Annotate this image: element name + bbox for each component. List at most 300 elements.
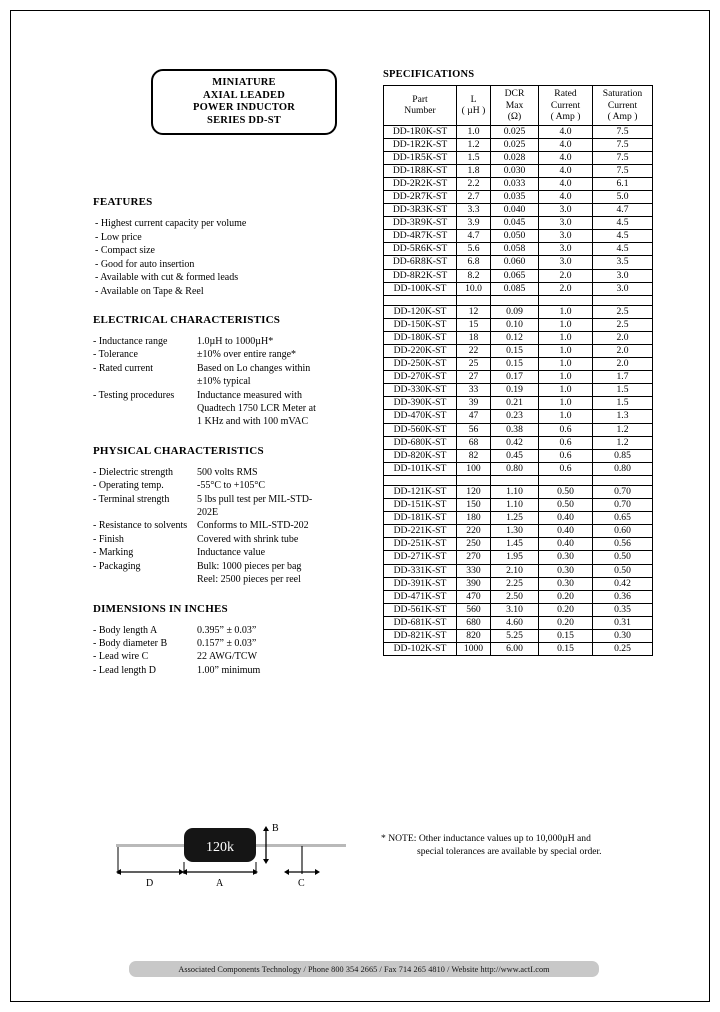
table-cell: 100 xyxy=(457,462,491,475)
row-key: - Finish xyxy=(93,533,124,545)
row-value: Conforms to MIL-STD-202 xyxy=(197,520,309,532)
table-cell: 10.0 xyxy=(457,282,491,295)
table-row xyxy=(93,637,363,650)
table-cell: DD-6R8K-ST xyxy=(384,256,457,269)
table-cell: DD-250K-ST xyxy=(384,358,457,371)
table-cell: 25 xyxy=(457,358,491,371)
table-cell: 0.25 xyxy=(593,643,653,656)
table-row xyxy=(384,358,653,371)
table-cell: 0.065 xyxy=(491,269,539,282)
table-row xyxy=(93,335,363,348)
table-row xyxy=(93,506,363,519)
table-cell: 2.0 xyxy=(593,345,653,358)
table-cell: 0.36 xyxy=(593,590,653,603)
row-value: Inductance value xyxy=(197,547,266,559)
physical-heading: PHYSICAL CHARACTERISTICS xyxy=(93,444,264,457)
dim-c-arrow-right xyxy=(315,869,320,875)
table-cell: 0.45 xyxy=(491,449,539,462)
table-row xyxy=(384,230,653,243)
row-key: - Packaging xyxy=(93,560,141,572)
dim-c-label: C xyxy=(298,878,305,886)
table-row xyxy=(93,533,363,546)
table-row xyxy=(384,499,653,512)
table-cell: 0.033 xyxy=(491,177,539,190)
row-key: - Terminal strength xyxy=(93,493,170,505)
table-cell: 2.0 xyxy=(593,331,653,344)
column-header-part-number: Part Number xyxy=(384,86,457,126)
row-key xyxy=(93,402,197,415)
table-cell: 0.045 xyxy=(491,217,539,230)
table-row xyxy=(384,371,653,384)
table-cell: 0.85 xyxy=(593,449,653,462)
table-cell: 47 xyxy=(457,410,491,423)
table-row xyxy=(384,217,653,230)
row-value: Bulk: 1000 pieces per bag xyxy=(197,560,302,572)
table-cell: 33 xyxy=(457,384,491,397)
table-cell: 1.30 xyxy=(491,525,539,538)
dim-b-arrow-up xyxy=(263,826,269,831)
table-row xyxy=(384,590,653,603)
dim-b-arrow-down xyxy=(263,859,269,864)
table-cell: 2.50 xyxy=(491,590,539,603)
physical-table xyxy=(93,466,363,587)
row-value: 1 KHz and with 100 mVAC xyxy=(197,416,309,428)
table-cell: 3.5 xyxy=(593,256,653,269)
table-cell: 1.25 xyxy=(491,512,539,525)
table-row xyxy=(384,345,653,358)
table-cell: 12 xyxy=(457,305,491,318)
table-row xyxy=(384,462,653,475)
table-cell: 2.2 xyxy=(457,177,491,190)
table-cell: 2.0 xyxy=(539,282,593,295)
table-cell: 1.0 xyxy=(539,371,593,384)
table-cell: 4.0 xyxy=(539,151,593,164)
table-row xyxy=(384,190,653,203)
row-key xyxy=(93,573,197,586)
row-value: 5 lbs pull test per MIL-STD- xyxy=(197,493,313,505)
row-key: - Resistance to solvents xyxy=(93,520,188,532)
table-cell: 390 xyxy=(457,577,491,590)
table-cell: 330 xyxy=(457,564,491,577)
list-item: - Low price xyxy=(95,231,142,243)
row-key: - Inductance range xyxy=(93,336,168,347)
table-row xyxy=(384,410,653,423)
table-cell: 1.5 xyxy=(593,397,653,410)
table-cell: 8.2 xyxy=(457,269,491,282)
table-row xyxy=(384,151,653,164)
row-value: ±10% typical xyxy=(197,376,251,388)
table-cell: 0.40 xyxy=(539,525,593,538)
table-cell: 1.8 xyxy=(457,164,491,177)
table-cell: 22 xyxy=(457,345,491,358)
table-cell: DD-2R7K-ST xyxy=(384,190,457,203)
table-cell: 1.0 xyxy=(539,358,593,371)
table-row xyxy=(384,397,653,410)
table-cell: 2.5 xyxy=(593,318,653,331)
table-cell: 1.3 xyxy=(593,410,653,423)
table-row xyxy=(93,389,363,402)
table-cell: 0.6 xyxy=(539,462,593,475)
table-row xyxy=(93,493,363,506)
list-item: - Good for auto insertion xyxy=(95,258,195,270)
table-cell: 0.50 xyxy=(593,564,653,577)
table-cell: 1.0 xyxy=(539,384,593,397)
table-cell: DD-3R3K-ST xyxy=(384,204,457,217)
table-cell: 2.7 xyxy=(457,190,491,203)
table-cell: 0.40 xyxy=(539,512,593,525)
table-cell: 0.15 xyxy=(539,629,593,642)
table-cell: 27 xyxy=(457,371,491,384)
table-cell: DD-8R2K-ST xyxy=(384,269,457,282)
table-cell: 0.80 xyxy=(593,462,653,475)
table-row xyxy=(93,650,363,663)
table-row xyxy=(384,384,653,397)
table-row xyxy=(384,331,653,344)
table-cell: 0.42 xyxy=(491,436,539,449)
table-cell: 3.9 xyxy=(457,217,491,230)
table-cell: DD-220K-ST xyxy=(384,345,457,358)
table-cell: 560 xyxy=(457,603,491,616)
gap-cell xyxy=(491,475,539,485)
table-cell: 0.6 xyxy=(539,423,593,436)
table-cell: DD-251K-ST xyxy=(384,538,457,551)
table-cell: DD-3R9K-ST xyxy=(384,217,457,230)
table-cell: 0.31 xyxy=(593,616,653,629)
footer-text: Associated Components Technology / Phone 800 354 2665 / Fax 714 265 4810 / Website http://www.actI.com xyxy=(178,964,550,974)
inductor-diagram-svg xyxy=(106,816,356,886)
table-cell: 1.0 xyxy=(539,331,593,344)
table-cell: DD-2R2K-ST xyxy=(384,177,457,190)
row-value: Reel: 2500 pieces per reel xyxy=(197,574,301,586)
table-cell: 7.5 xyxy=(593,164,653,177)
table-cell: 0.6 xyxy=(539,436,593,449)
table-cell: 18 xyxy=(457,331,491,344)
row-key xyxy=(93,506,197,519)
list-item: - Compact size xyxy=(95,245,155,256)
table-cell: DD-150K-ST xyxy=(384,318,457,331)
table-row xyxy=(384,164,653,177)
table-cell: 1.10 xyxy=(491,485,539,498)
table-cell: 0.30 xyxy=(539,551,593,564)
table-cell: 0.70 xyxy=(593,485,653,498)
table-row xyxy=(93,479,363,492)
table-cell: DD-4R7K-ST xyxy=(384,230,457,243)
table-cell: 2.10 xyxy=(491,564,539,577)
table-row xyxy=(384,423,653,436)
table-cell: 0.56 xyxy=(593,538,653,551)
row-value: 0.157” ± 0.03” xyxy=(197,637,257,649)
table-cell: 68 xyxy=(457,436,491,449)
table-cell: 5.6 xyxy=(457,243,491,256)
title-line-2: AXIAL LEADED xyxy=(202,89,286,101)
table-cell: 0.15 xyxy=(539,643,593,656)
table-cell: 3.0 xyxy=(593,282,653,295)
table-cell: 680 xyxy=(457,616,491,629)
table-row xyxy=(384,305,653,318)
table-cell: DD-1R5K-ST xyxy=(384,151,457,164)
table-cell: 1.2 xyxy=(593,436,653,449)
table-cell: DD-270K-ST xyxy=(384,371,457,384)
table-cell: 4.0 xyxy=(539,125,593,138)
table-cell: 0.23 xyxy=(491,410,539,423)
table-cell: 0.060 xyxy=(491,256,539,269)
table-row xyxy=(93,402,363,415)
table-cell: 39 xyxy=(457,397,491,410)
table-cell: 2.5 xyxy=(593,305,653,318)
table-cell: DD-561K-ST xyxy=(384,603,457,616)
table-row xyxy=(384,436,653,449)
table-cell: 0.80 xyxy=(491,462,539,475)
table-cell: 1.10 xyxy=(491,499,539,512)
table-cell: DD-680K-ST xyxy=(384,436,457,449)
table-cell: 4.0 xyxy=(539,138,593,151)
column-header-rated-current: Rated Current ( Amp ) xyxy=(539,86,593,126)
features-list xyxy=(95,217,363,298)
table-cell: 0.17 xyxy=(491,371,539,384)
page-frame xyxy=(10,10,710,1002)
table-row xyxy=(93,362,363,375)
row-value: Inductance measured with xyxy=(197,389,302,401)
table-cell: 0.20 xyxy=(539,616,593,629)
row-value: Quadtech 1750 LCR Meter at xyxy=(197,403,316,415)
row-key: - Dielectric strength xyxy=(93,466,173,478)
table-row xyxy=(93,546,363,559)
left-column xyxy=(93,196,363,677)
table-row xyxy=(384,551,653,564)
table-cell: DD-1R0K-ST xyxy=(384,125,457,138)
table-cell: DD-820K-ST xyxy=(384,449,457,462)
specifications-body xyxy=(384,125,653,656)
table-cell: 0.65 xyxy=(593,512,653,525)
table-cell: 1.2 xyxy=(593,423,653,436)
row-value: 1.0µH to 1000µH* xyxy=(197,336,274,347)
table-row xyxy=(384,449,653,462)
table-cell: 1.0 xyxy=(539,305,593,318)
dim-c-arrow-left xyxy=(284,869,289,875)
table-row xyxy=(93,466,363,479)
dim-b-label: B xyxy=(272,823,279,834)
electrical-table xyxy=(93,335,363,429)
table-cell: 5.0 xyxy=(593,190,653,203)
table-cell: 1000 xyxy=(457,643,491,656)
table-cell: DD-331K-ST xyxy=(384,564,457,577)
table-cell: DD-151K-ST xyxy=(384,499,457,512)
table-row xyxy=(384,629,653,642)
table-cell: 0.20 xyxy=(539,603,593,616)
table-cell: 4.0 xyxy=(539,190,593,203)
row-key: - Lead wire C xyxy=(93,651,149,663)
table-cell: 2.0 xyxy=(539,269,593,282)
gap-cell xyxy=(539,475,593,485)
table-cell: 3.0 xyxy=(539,256,593,269)
table-cell: 15 xyxy=(457,318,491,331)
table-cell: DD-471K-ST xyxy=(384,590,457,603)
table-cell: 0.028 xyxy=(491,151,539,164)
gap-cell xyxy=(457,295,491,305)
table-cell: 4.60 xyxy=(491,616,539,629)
row-value: 202E xyxy=(197,507,219,519)
table-row xyxy=(93,624,363,637)
table-cell: 0.09 xyxy=(491,305,539,318)
table-cell: 0.21 xyxy=(491,397,539,410)
table-row xyxy=(384,616,653,629)
table-group-gap xyxy=(384,295,653,305)
footnote-line-1: * NOTE: Other inductance values up to 10,000µH and xyxy=(381,833,591,844)
table-row xyxy=(384,525,653,538)
table-cell: DD-181K-ST xyxy=(384,512,457,525)
table-cell: 270 xyxy=(457,551,491,564)
table-cell: DD-180K-ST xyxy=(384,331,457,344)
table-cell: 0.10 xyxy=(491,318,539,331)
table-cell: DD-121K-ST xyxy=(384,485,457,498)
table-cell: 4.7 xyxy=(593,204,653,217)
table-row xyxy=(93,573,363,586)
table-cell: 1.7 xyxy=(593,371,653,384)
table-cell: 1.95 xyxy=(491,551,539,564)
table-cell: 0.50 xyxy=(593,551,653,564)
footnote-line-2: special tolerances are available by special order. xyxy=(417,845,602,857)
table-cell: DD-330K-ST xyxy=(384,384,457,397)
table-cell: 0.12 xyxy=(491,331,539,344)
footer-bar xyxy=(129,961,599,977)
table-cell: 0.70 xyxy=(593,499,653,512)
table-row xyxy=(384,603,653,616)
table-cell: 3.0 xyxy=(539,243,593,256)
footnote xyxy=(381,833,701,858)
row-key: - Tolerance xyxy=(93,349,138,361)
specifications-table xyxy=(383,85,653,656)
table-row xyxy=(384,256,653,269)
table-cell: DD-120K-ST xyxy=(384,305,457,318)
table-row xyxy=(93,519,363,532)
title-line-4: SERIES DD-ST xyxy=(207,114,281,126)
table-cell: 0.6 xyxy=(539,449,593,462)
table-cell: 0.19 xyxy=(491,384,539,397)
table-cell: 0.30 xyxy=(593,629,653,642)
table-cell: 0.058 xyxy=(491,243,539,256)
table-cell: 1.0 xyxy=(539,345,593,358)
row-value: 0.395” ± 0.03” xyxy=(197,624,257,636)
table-cell: 470 xyxy=(457,590,491,603)
table-header-row xyxy=(384,86,653,126)
table-row xyxy=(384,204,653,217)
table-cell: 6.1 xyxy=(593,177,653,190)
row-value: Based on Lo changes within xyxy=(197,362,311,374)
column-header-inductance: L ( µH ) xyxy=(457,86,491,126)
table-cell: 120 xyxy=(457,485,491,498)
table-cell: 3.0 xyxy=(539,204,593,217)
table-row xyxy=(384,125,653,138)
table-row xyxy=(384,318,653,331)
table-cell: 6.00 xyxy=(491,643,539,656)
list-item: - Available on Tape & Reel xyxy=(95,285,204,297)
product-title-box xyxy=(151,69,337,135)
table-cell: 0.030 xyxy=(491,164,539,177)
column-header-dcr: DCR Max (Ω) xyxy=(491,86,539,126)
dim-d-label: D xyxy=(146,878,154,886)
table-cell: DD-5R6K-ST xyxy=(384,243,457,256)
row-value: -55°C to +105°C xyxy=(197,480,266,492)
table-cell: 0.42 xyxy=(593,577,653,590)
table-row xyxy=(384,512,653,525)
table-cell: 0.50 xyxy=(539,499,593,512)
table-row xyxy=(384,564,653,577)
table-cell: 0.35 xyxy=(593,603,653,616)
table-cell: 250 xyxy=(457,538,491,551)
table-cell: 1.5 xyxy=(457,151,491,164)
table-row xyxy=(384,643,653,656)
row-key: - Lead length D xyxy=(93,664,157,676)
table-cell: 6.8 xyxy=(457,256,491,269)
body-marking-label: 120k xyxy=(206,840,234,855)
table-row xyxy=(93,375,363,388)
table-cell: 1.0 xyxy=(539,318,593,331)
row-key: - Rated current xyxy=(93,362,153,374)
table-cell: DD-681K-ST xyxy=(384,616,457,629)
dim-d-arrow-right xyxy=(179,869,184,875)
row-key: - Body length A xyxy=(93,624,158,636)
table-cell: 0.025 xyxy=(491,138,539,151)
table-cell: DD-390K-ST xyxy=(384,397,457,410)
title-line-1: MINIATURE xyxy=(212,77,276,88)
table-cell: 4.7 xyxy=(457,230,491,243)
table-cell: 820 xyxy=(457,629,491,642)
table-cell: DD-1R2K-ST xyxy=(384,138,457,151)
table-cell: 7.5 xyxy=(593,138,653,151)
table-cell: 4.5 xyxy=(593,230,653,243)
list-item: - Available with cut & formed leads xyxy=(95,272,239,283)
gap-cell xyxy=(539,295,593,305)
column-header-saturation-current: Saturation Current ( Amp ) xyxy=(593,86,653,126)
table-cell: 1.0 xyxy=(539,410,593,423)
row-value: 500 volts RMS xyxy=(197,466,258,478)
table-row xyxy=(384,577,653,590)
table-cell: 0.050 xyxy=(491,230,539,243)
row-key xyxy=(93,415,197,428)
table-cell: DD-470K-ST xyxy=(384,410,457,423)
dimensions-table xyxy=(93,624,363,678)
table-cell: 150 xyxy=(457,499,491,512)
table-cell: 1.0 xyxy=(457,125,491,138)
list-item: - Highest current capacity per volume xyxy=(95,218,247,229)
table-cell: DD-271K-ST xyxy=(384,551,457,564)
table-cell: DD-221K-ST xyxy=(384,525,457,538)
table-cell: 1.45 xyxy=(491,538,539,551)
row-value: 1.00” minimum xyxy=(197,664,261,676)
table-row xyxy=(384,269,653,282)
table-cell: DD-391K-ST xyxy=(384,577,457,590)
table-cell: 180 xyxy=(457,512,491,525)
table-cell: 4.5 xyxy=(593,217,653,230)
gap-cell xyxy=(457,475,491,485)
table-cell: 4.5 xyxy=(593,243,653,256)
table-cell: DD-101K-ST xyxy=(384,462,457,475)
table-cell: DD-1R8K-ST xyxy=(384,164,457,177)
row-key xyxy=(93,375,197,388)
table-cell: 3.0 xyxy=(539,230,593,243)
table-cell: 3.0 xyxy=(593,269,653,282)
row-value: 22 AWG/TCW xyxy=(197,651,258,663)
table-cell: 5.25 xyxy=(491,629,539,642)
row-value: Covered with shrink tube xyxy=(197,533,299,545)
table-cell: 3.3 xyxy=(457,204,491,217)
table-row xyxy=(384,243,653,256)
row-value: ±10% over entire range* xyxy=(197,349,297,361)
table-cell: 0.040 xyxy=(491,204,539,217)
row-key: - Marking xyxy=(93,547,134,559)
gap-cell xyxy=(384,295,457,305)
table-cell: 0.40 xyxy=(539,538,593,551)
